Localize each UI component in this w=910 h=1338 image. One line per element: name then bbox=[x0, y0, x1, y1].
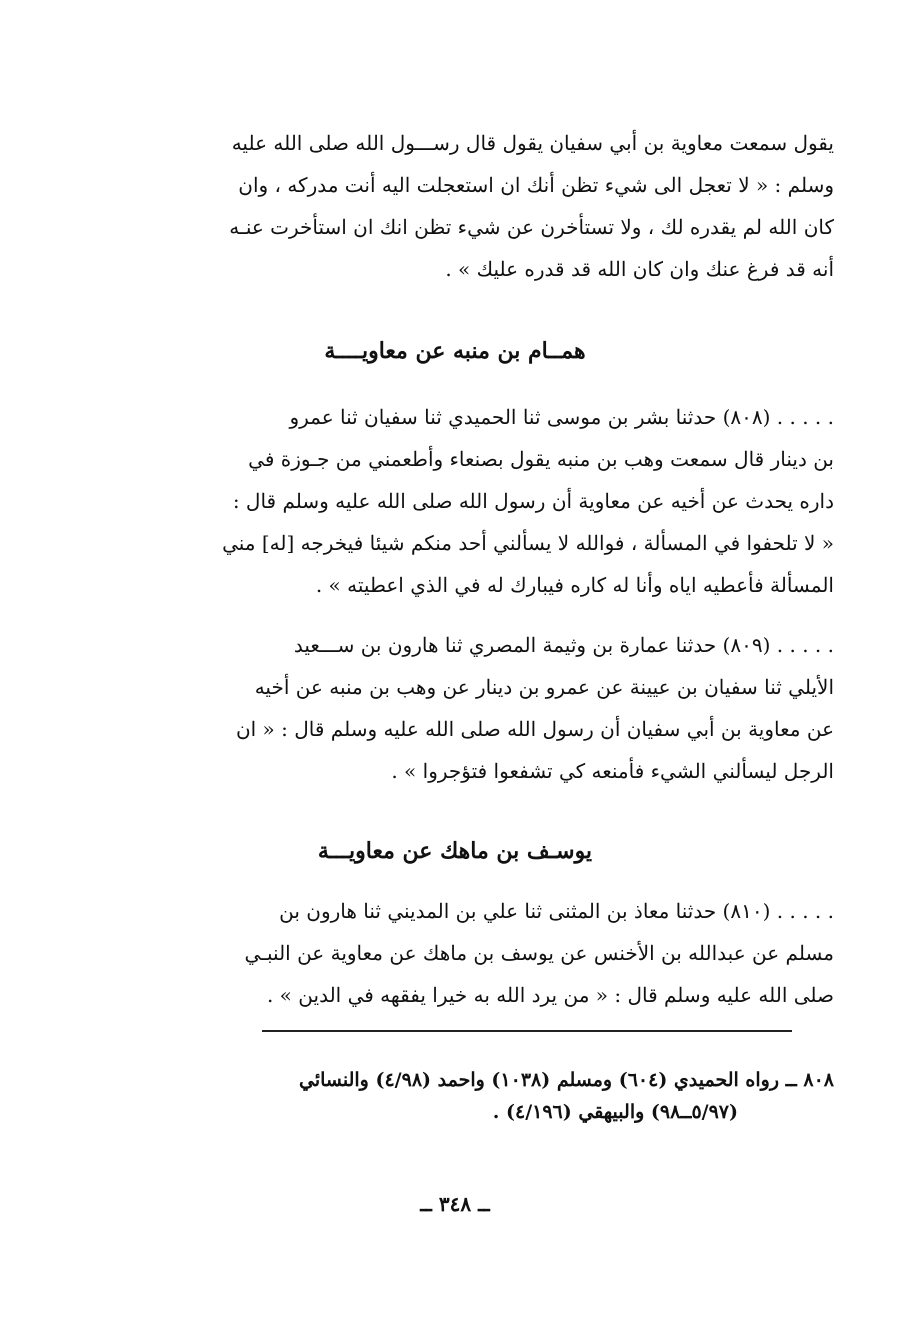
page-number: ــ ٣٤٨ ــ bbox=[420, 1192, 490, 1216]
section-heading-yusuf: يوسـف بن ماهك عن معاويـــة bbox=[317, 838, 593, 864]
text-line: داره يحدث عن أخيه عن معاوية أن رسول الله صلى الله عليه وسلم قال : bbox=[232, 489, 834, 513]
text-line: . . . . . (٨١٠) حدثنا معاذ بن المثنى ثنا علي بن المديني ثنا هارون بن bbox=[279, 899, 834, 923]
footnote-line: ٨٠٨ ــ رواه الحميدي (٦٠٤) ومسلم (١٠٣٨) واحمد (٤/٩٨) والنسائي bbox=[299, 1069, 834, 1091]
text-line: . . . . . (٨٠٩) حدثنا عمارة بن وثيمة المصري ثنا هارون بن ســـعيد bbox=[293, 633, 834, 657]
footnote bbox=[128, 1064, 834, 1128]
paragraph-808 bbox=[128, 402, 834, 612]
text-line: وسلم : « لا تعجل الى شيء تظن أنك ان استعجلت اليه أنت مدركه ، وان bbox=[238, 173, 834, 197]
footnote-divider bbox=[262, 1030, 792, 1032]
text-line: الرجل ليسألني الشيء فأمنعه كي تشفعوا فتؤجروا » . bbox=[391, 759, 834, 783]
text-line: كان الله لم يقدره لك ، ولا تستأخرن عن شيء تظن انك ان استأخرت عنـه bbox=[229, 215, 834, 239]
text-line: الأيلي ثنا سفيان بن عيينة عن عمرو بن دينار عن وهب بن منبه عن أخيه bbox=[254, 675, 834, 699]
text-line: المسألة فأعطيه اياه وأنا له كاره فيبارك له في الذي اعطيته » . bbox=[315, 573, 834, 597]
text-line: يقول سمعت معاوية بن أبي سفيان يقول قال رســـول الله صلى الله عليه bbox=[231, 131, 834, 155]
text-line: عن معاوية بن أبي سفيان أن رسول الله صلى الله عليه وسلم قال : « ان bbox=[235, 717, 834, 741]
footnote-line: (٥/٩٧ــ٩٨) والبيهقي (٤/١٩٦) . bbox=[492, 1101, 738, 1123]
paragraph-intro bbox=[128, 128, 834, 296]
section-heading-hammam: همــام بن منبه عن معاويــــة bbox=[324, 338, 586, 364]
text-line: . . . . . (٨٠٨) حدثنا بشر بن موسى ثنا الحميدي ثنا سفيان ثنا عمرو bbox=[289, 405, 834, 429]
text-line: أنه قد فرغ عنك وان كان الله قد قدره عليك » . bbox=[445, 257, 834, 281]
paragraph-809 bbox=[128, 630, 834, 798]
text-line: « لا تلحفوا في المسألة ، فوالله لا يسألني أحد منكم شيئا فيخرجه [له] مني bbox=[222, 531, 834, 555]
paragraph-810 bbox=[128, 896, 834, 1022]
text-line: بن دينار قال سمعت وهب بن منبه يقول بصنعاء وأطعمني من جـوزة في bbox=[248, 447, 834, 471]
text-line: مسلم عن عبدالله بن الأخنس عن يوسف بن ماهك عن معاوية عن النبـي bbox=[244, 941, 834, 965]
text-line: صلى الله عليه وسلم قال : « من يرد الله به خيرا يفقهه في الدين » . bbox=[266, 983, 834, 1007]
